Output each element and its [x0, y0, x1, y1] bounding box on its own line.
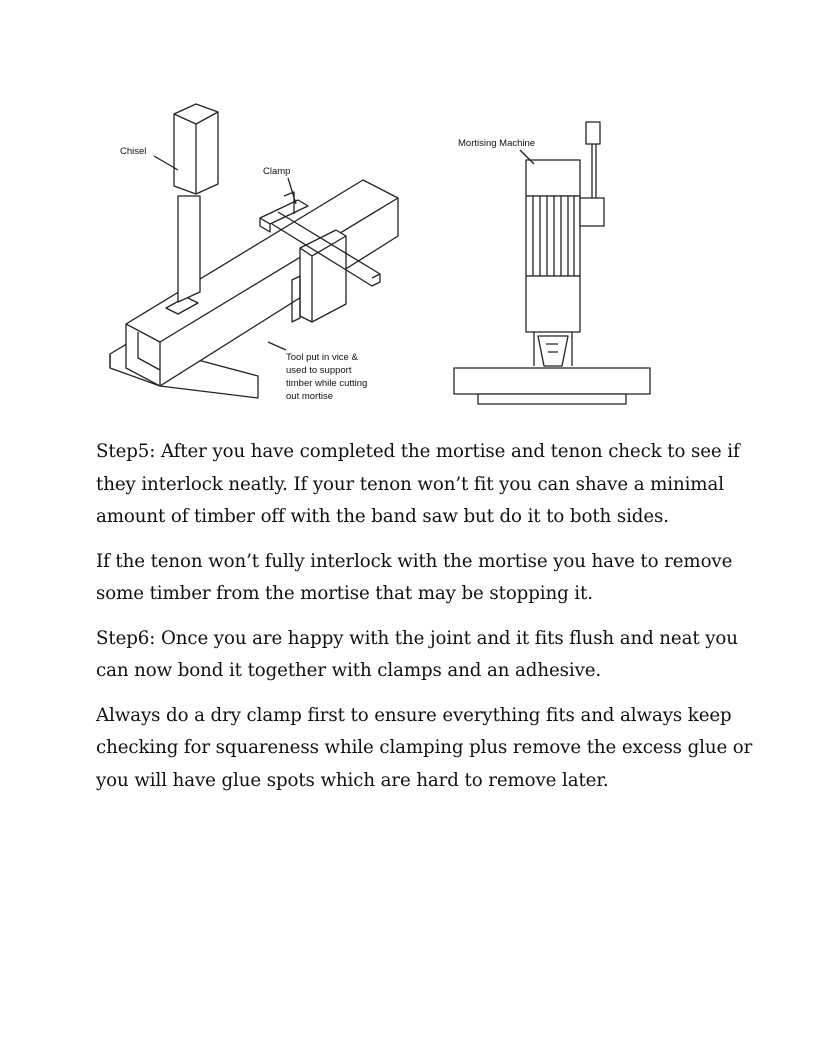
paragraph-dry-clamp: Always do a dry clamp first to ensure everything fits and always keep checking for squareness while clamping plus remove the excess glue or you will have glue spots which are hard to remove later.	[96, 704, 753, 791]
label-tool-note-line-4: out mortise	[286, 391, 333, 402]
label-clamp: Clamp	[263, 166, 291, 177]
label-tool-note-line-1: Tool put in vice &	[286, 352, 358, 363]
figure-mortise-diagrams	[108, 96, 668, 414]
body-text	[96, 436, 756, 809]
label-chisel: Chisel	[120, 146, 147, 157]
label-tool-note-line-2: used to support	[286, 365, 352, 376]
label-mortising-machine: Mortising Machine	[458, 138, 536, 149]
paragraph-tenon-interlock: If the tenon won’t fully interlock with the mortise you have to remove some timber from the mortise that may be stopping it.	[96, 550, 733, 604]
label-tool-note-line-3: timber while cutting	[286, 378, 368, 389]
right-diagram-drawing	[454, 122, 650, 404]
figure-svg	[108, 96, 668, 414]
paragraph-step6: Step6: Once you are happy with the joint and it fits flush and neat you can now bond it together with clamps and an adhesive.	[96, 627, 738, 681]
paragraph-step5: Step5: After you have completed the mortise and tenon check to see if they interlock neatly. If your tenon won’t fit you can shave a minimal amount of timber off with the band saw but do it to both sides.	[96, 441, 740, 527]
